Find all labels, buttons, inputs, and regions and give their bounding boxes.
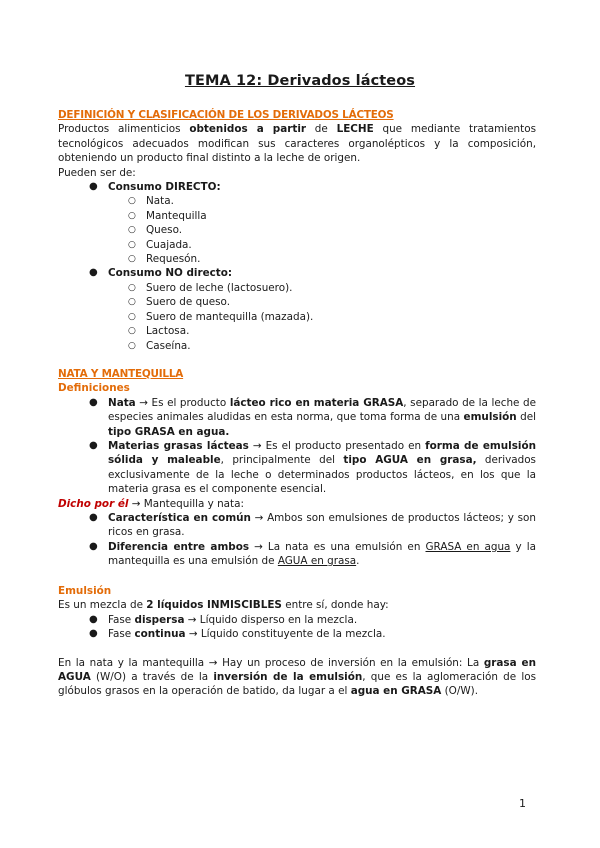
dicho-line: Dicho por él → Mantequilla y nata: [58, 497, 244, 510]
pueden-text: Pueden ser de: [58, 166, 136, 179]
circle-bullet-icon: ○ [128, 254, 136, 265]
bullet-icon: ● [89, 540, 98, 552]
list-item: ○ Queso. [128, 224, 183, 237]
list-item: ● Fase continua → Líquido constituyente de la mezcla. [89, 628, 386, 641]
circle-bullet-icon: ○ [128, 210, 136, 221]
definiciones-list [58, 396, 536, 497]
list-item: ● Materias grasas lácteas → Es el producto presentado en forma de emulsión sólida y maleable, principalmente del tipo AGUA en grasa, derivados exclusivamente de la leche o determinados productos lácteos, en los que la materia grasa es el componente esencial. [89, 440, 536, 496]
consumo-list [58, 180, 536, 353]
page-number: 1 [519, 797, 526, 810]
list-item: ○ Caseína. [128, 339, 191, 352]
circle-bullet-icon: ○ [128, 326, 136, 337]
inversion-paragraph: En la nata y la mantequilla → Hay un proceso de inversión en la emulsión: La grasa en AGUA (W/O) a través de la inversión de la emulsión, que es la aglomeración de los glóbulos grasos en la operación de batido, da lugar a el agua en GRASA (O/W). [58, 656, 536, 698]
fases-list [58, 613, 536, 642]
section-nata-mantequilla [58, 367, 536, 569]
list-item: ○ Cuajada. [128, 238, 192, 251]
list-item: ● Fase dispersa → Líquido disperso en la mezcla. [89, 613, 358, 626]
circle-bullet-icon: ○ [128, 311, 136, 322]
list-item: ○ Requesón. [128, 253, 201, 266]
circle-bullet-icon: ○ [128, 282, 136, 293]
section-emulsion [58, 584, 536, 699]
bullet-icon: ● [89, 628, 98, 640]
bullet-icon: ● [89, 267, 98, 279]
list-item: ○ Nata. [128, 195, 174, 208]
list-item: ○ Mantequilla [128, 209, 207, 222]
list-item: ○ Suero de queso. [128, 296, 231, 309]
bullet-icon: ● [89, 613, 98, 625]
bullet-icon: ● [89, 512, 98, 524]
section-heading-definicion: DEFINICIÓN Y CLASIFICACIÓN DE LOS DERIVADOS LÁCTEOS [58, 109, 394, 121]
bullet-icon: ● [89, 396, 98, 408]
list-item: ○ Suero de mantequilla (mazada). [128, 310, 314, 323]
list-item: ● Diferencia entre ambos → La nata es una emulsión en GRASA en agua y la mantequilla es una emulsión de AGUA en grasa. [89, 540, 536, 568]
bullet-icon: ● [89, 181, 98, 193]
list-item: ● Característica en común → Ambos son emulsiones de productos lácteos; y son ricos en grasa. [89, 512, 536, 539]
list-item: ● Consumo NO directo: [89, 267, 233, 280]
circle-bullet-icon: ○ [128, 225, 136, 236]
intro-paragraph: Productos alimenticios obtenidos a partir de LECHE que mediante tratamientos tecnológicos adecuados modifican sus caracteres organolépticos y la composición, obteniendo un producto final distinto a la leche de origen. [58, 123, 536, 165]
section-definicion [58, 108, 536, 353]
list-item: ● Consumo DIRECTO: [89, 181, 221, 194]
section-heading-nata: NATA Y MANTEQUILLA [58, 368, 184, 380]
spacer [58, 642, 536, 656]
list-item: ○ Suero de leche (lactosuero). [128, 281, 293, 294]
circle-bullet-icon: ○ [128, 196, 136, 207]
comparacion-list [58, 511, 536, 569]
circle-bullet-icon: ○ [128, 239, 136, 250]
circle-bullet-icon: ○ [128, 340, 136, 351]
emulsion-intro: Es un mezcla de 2 líquidos INMISCIBLES entre sí, donde hay: [58, 599, 389, 612]
list-item: ○ Lactosa. [128, 325, 190, 338]
list-item: ● Nata → Es el producto lácteo rico en materia GRASA, separado de la leche de especies animales aludidas en esta norma, que toma forma de una emulsión del tipo GRASA en agua. [89, 396, 536, 438]
circle-bullet-icon: ○ [128, 297, 136, 308]
subheading-definiciones: Definiciones [58, 382, 130, 395]
bullet-icon: ● [89, 440, 98, 452]
subheading-emulsion: Emulsión [58, 585, 112, 597]
page-title: TEMA 12: Derivados lácteos [184, 73, 416, 89]
